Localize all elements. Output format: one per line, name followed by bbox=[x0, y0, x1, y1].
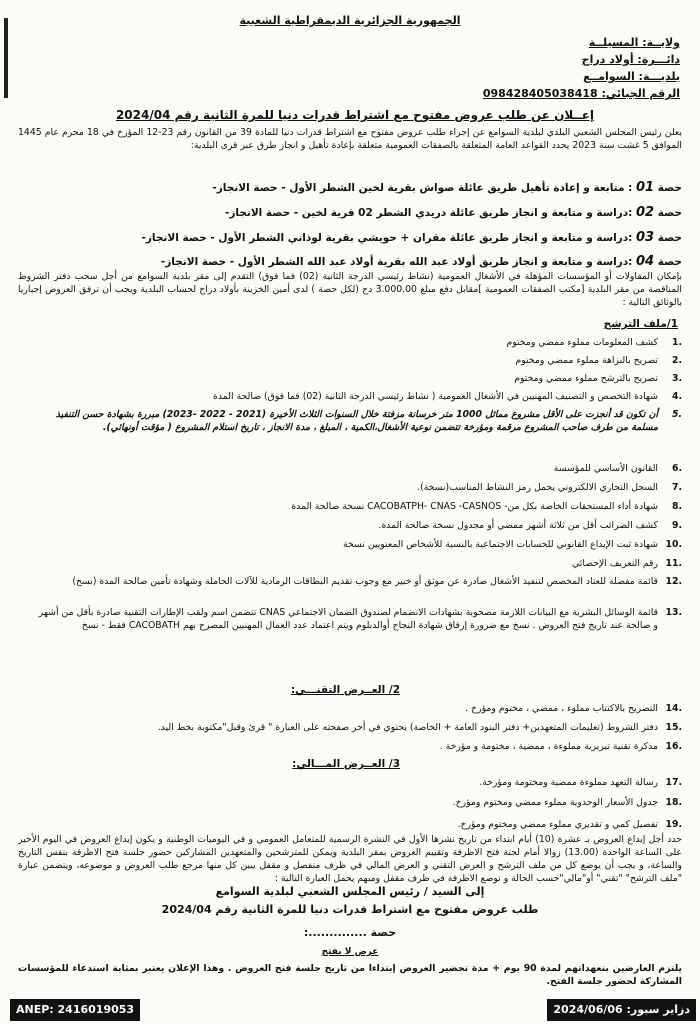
item-text: كشف الضرائب أقل من ثلاثة أشهر ممضي أو مجدول نسخة صالحة المدة. bbox=[378, 520, 658, 531]
commune-line: بلديـــة: السوامــع bbox=[583, 70, 680, 83]
doc-item-14 bbox=[32, 702, 682, 715]
doc-item-10 bbox=[32, 538, 682, 551]
lot-description: :دراسة و متابعة و انجاز طريق عائلة دريدي الشطر 02 قرية لخين - حصة الانجاز- bbox=[224, 207, 633, 219]
item-number: 4. bbox=[671, 391, 682, 402]
doc-item-13 bbox=[32, 606, 682, 632]
publication-date: دزاير سبور: 2024/06/06 bbox=[547, 999, 696, 1021]
fiscal-id-line: الرقم الجبائي: 098428405038418 bbox=[482, 87, 680, 100]
anep-reference: ANEP: 2416019053 bbox=[10, 999, 140, 1021]
lot-number: 04 bbox=[635, 254, 655, 269]
item-text: تفصيل كمي و تقديري مملوء ممضي ومختوم ومؤرخ. bbox=[457, 819, 658, 830]
item-number: 10. bbox=[665, 539, 682, 550]
envelope-addressee: إلى السيد / رئيس المجلس الشعبي لبلدية السوامع bbox=[215, 885, 485, 898]
lot-number: 03 bbox=[635, 230, 655, 245]
item-number: 2. bbox=[671, 355, 682, 366]
envelope-subject: طلب عروض مفتوح مع اشتراط قدرات دنيا للمرة الثانية رقم 2024/04 bbox=[161, 903, 539, 916]
item-text: شهادة التخصص و التصنيف المهنيين في الأشغال العمومية ( نشاط رئيسي الدرجة الثانية (02) فما فوق) صالحة المدة bbox=[213, 391, 658, 402]
lot-description: :دراسة و متابعة و انجاز طريق أولاد عبد الله بقرية أولاد عبد الله الشطر الأول - حصة الانجاز- bbox=[160, 256, 633, 268]
item-number: 7. bbox=[671, 482, 682, 493]
doc-item-15 bbox=[32, 721, 682, 734]
item-text: رقم التعريف الإحصائي bbox=[572, 558, 658, 569]
item-text: مذكرة تقنية تبريرية مملوءة ، ممضية ، مختومة و مؤرخة . bbox=[439, 741, 658, 752]
item-number: 11. bbox=[665, 558, 682, 569]
do-not-open-label: عرض لا يفتح bbox=[321, 947, 379, 957]
lot-number: 01 bbox=[635, 180, 655, 195]
item-number: 1. bbox=[671, 337, 682, 348]
doc-item-9 bbox=[32, 519, 682, 532]
daira-line: دائـــرة: أولاد دراج bbox=[581, 53, 680, 66]
eligibility-paragraph: بإمكان المقاولات أو المؤسسات المؤهلة في الأشغال العمومية (نشاط رئيسي الدرجة الثانية (02) فما فوق) التقدم إلى مقر بلدية السوامع من أجل سحب دفتر الشروط المناقصة من مقر البلدية [مكتب الصفقات العمومية ]مقابل دفع مبلغ 3.000.00 دج (لكل حصة ) لدى أمين الخزينة بأولاد دراج لحساب البلدية ويجب أن ترفق العروض إجباريا بالوثائق التالية : bbox=[18, 271, 682, 308]
item-number: 13. bbox=[665, 607, 682, 618]
doc-item-8 bbox=[32, 500, 682, 513]
doc-item-5 bbox=[32, 408, 682, 434]
section-financial-offer: 3/ العــرض المـــالي: bbox=[292, 758, 400, 770]
doc-item-12 bbox=[32, 575, 682, 588]
doc-item-19 bbox=[32, 818, 682, 831]
item-number: 16. bbox=[665, 741, 682, 752]
item-number: 15. bbox=[665, 722, 682, 733]
doc-item-18 bbox=[32, 796, 682, 809]
lot-description: :دراسة و متابعة و انجاز طريق عائلة مقران + حويشي بقرية لوذاني الشطر الأول - حصة الانجاز- bbox=[141, 232, 633, 244]
item-number: 12. bbox=[665, 576, 682, 587]
scan-edge-mark bbox=[4, 18, 8, 98]
item-text: القانون الأساسي للمؤسسة bbox=[553, 463, 658, 474]
lot-03 bbox=[12, 230, 682, 245]
deadline-paragraph: حدد أجل إيداع العروض بـ عشرة (10) أيام ابتداء من تاريخ نشرها الأول في النشرة الرسمية للمتعامل العمومي و في اليوميات الوطنية و يكون إيداع العروض في اليوم الأخير على الساعة الواحدة (13.00) زوالا أمام لجنة فتح الاظرفة وتقييم العروض بمقر البلدية ويمكن للمترشحين والمتعهدين المشاركين حضور جلسة فتح الاظرفة بنفس التاريخ والساعة، و يجب أن يوضع كل من ملف الترشح و العرض التقني و العرض المالي في ظرف منفصل و مقفل يبين كل منها مرجع طلب العروض و موضوعه، ويتضمن عبارة "ملف الترشح" "تقني" أو"مالي"حسب الحالة و توضع الاظرفة في ظرف مقفل ومبهم يحمل العبارة التالية : bbox=[18, 834, 682, 884]
doc-item-17 bbox=[32, 776, 682, 789]
item-number: 3. bbox=[671, 373, 682, 384]
doc-item-16 bbox=[32, 740, 682, 753]
doc-item-4 bbox=[32, 390, 682, 403]
item-number: 14. bbox=[665, 703, 682, 714]
lot-number: 02 bbox=[635, 205, 655, 220]
envelope-lot-line: حصة ..............: bbox=[303, 926, 397, 939]
item-number: 6. bbox=[671, 463, 682, 474]
lot-description: : متابعة و إعادة تأهيل طريق عائلة صواش بقرية لخين الشطر الأول - حصة الانجاز- bbox=[212, 182, 633, 194]
lot-label: حصة bbox=[657, 207, 682, 219]
item-number: 19. bbox=[665, 819, 682, 830]
intro-paragraph: يعلن رئيس المجلس الشعبي البلدي لبلدية السوامع عن إجراء طلب عروض مفتوح مع اشتراط قدرات دنيا للمادة 39 من القانون رقم 23-12 المؤرخ في 18 محرم عام 1445 الموافق 5 غشت سنة 2023 يحدد القواعد العامة المتعلقة بالصفقات العمومية متعلقة بإعادة تأهيل و انجاز طرق عبر قرى البلدية: bbox=[18, 127, 682, 151]
republic-header: الجمهورية الجزائرية الديمقراطية الشعبية bbox=[239, 14, 461, 27]
item-number: 18. bbox=[665, 797, 682, 808]
doc-item-7 bbox=[32, 481, 682, 494]
lot-label: حصة bbox=[657, 182, 682, 194]
item-text: رسالة التعهد مملوءة ممضية ومختومة ومؤرخة. bbox=[479, 777, 658, 788]
doc-item-2 bbox=[32, 354, 682, 367]
wilaya-line: ولايــة: المسيلــة bbox=[588, 36, 680, 49]
doc-item-1 bbox=[32, 336, 682, 349]
doc-item-3 bbox=[32, 372, 682, 385]
item-text: قائمة الوسائل البشرية مع البيانات اللازمة مصحوبة بشهادات الانضمام لصندوق الضمان الاجتماعي CNAS تتضمن اسم ولقب الإطارات التقنية صادرة بأقل من أشهر و صالحة عند تاريخ فتح العروض . نسخ مع ضرورة إرفاق شهادة النجاح أوالدبلوم ويتم اعتماد عدد العمال المهنيين المصرح بهم CACOBATH فقط - نسخ bbox=[38, 607, 658, 631]
item-number: 8. bbox=[671, 501, 682, 512]
doc-item-11 bbox=[32, 557, 682, 570]
item-text: قائمة مفصلة للعتاد المخصص لتنفيذ الأشغال صادرة عن موثق أو خبير مع وجوب تقديم البطاقات الرمادية للآلات الحاملة وشهادة تأمين صالحة المدة (نسخ) bbox=[72, 576, 658, 587]
item-number: 17. bbox=[665, 777, 682, 788]
item-text: جدول الأسعار الوحدوية مملوء ممضي ومختوم ومؤرخ. bbox=[452, 797, 658, 808]
item-text: السجل التجاري الالكتروني يحمل رمز النشاط المناسب(نسخة). bbox=[417, 482, 658, 493]
item-text: شهادة أداء المستحقات الخاصة بكل من- CACOBATPH- CNAS -CASNOS نسخة صالحة المدة bbox=[291, 501, 658, 512]
lot-02 bbox=[12, 205, 682, 220]
doc-item-6 bbox=[32, 462, 682, 475]
validity-paragraph: يلتزم العارضين بتعهداتهم لمدة 90 يوم + مدة تحضير العروض إبتداءا من تاريخ جلسة فتح العروض . وهذا الإعلان يعتبر بمثابة استدعاء للمؤسسات المشاركة لحضور جلسة الفتح. bbox=[18, 963, 682, 987]
lot-04 bbox=[12, 254, 682, 269]
item-text: أن تكون قد أنجزت على الأقل مشروع مماثل 1000 متر خرسانة مزفتة خلال السنوات الثلاث الأخيرة (2021 - 2022 -2023) مبررة بشهادة حسن التنفيذ مسلمة من طرف صاحب المشروع مرقمة ومؤرخة تتضمن نوعية الأشغال،الكمية ، المبلغ ، مدة الانجاز ، تاريخ استلام المشروع ( مؤقت أونهائي). bbox=[55, 409, 658, 433]
item-text: شهادة ثبت الإيداع القانوني للحسابات الاجتماعية بالنسبة للأشخاص المعنويين نسخة bbox=[343, 539, 658, 550]
item-text: التصريح بالاكتتاب مملوء ، ممضي ، مختوم ومؤرخ . bbox=[465, 703, 658, 714]
lot-label: حصة bbox=[657, 256, 682, 268]
lot-01 bbox=[12, 180, 682, 195]
item-text: تصريح بالترشح مملوء ممضي ومختوم bbox=[514, 373, 658, 384]
section-technical-offer: 2/ العــرض التقنـــي: bbox=[290, 684, 400, 696]
item-text: دفتر الشروط (تعليمات المتعهدين+ دفتر البنود العامة + الخاصة) يحتوي في أخر صفحته على العبارة " قرئ وقبل"مكتوبة بخط اليد. bbox=[157, 722, 658, 733]
lot-label: حصة bbox=[657, 232, 682, 244]
item-text: كشف المعلومات مملوء ممضي ومختوم bbox=[506, 337, 658, 348]
item-number: 5. bbox=[671, 409, 682, 420]
item-text: تصريح بالنزاهة مملوء ممضي ومختوم bbox=[515, 355, 658, 366]
section-candidature: 1/ملف الترشح bbox=[603, 318, 678, 330]
item-number: 9. bbox=[671, 520, 682, 531]
notice-title: إعــلان عن طلب عروض مفتوح مع اشتراط قدرات دنيا للمرة الثانية رقم 2024/04 bbox=[115, 108, 595, 122]
